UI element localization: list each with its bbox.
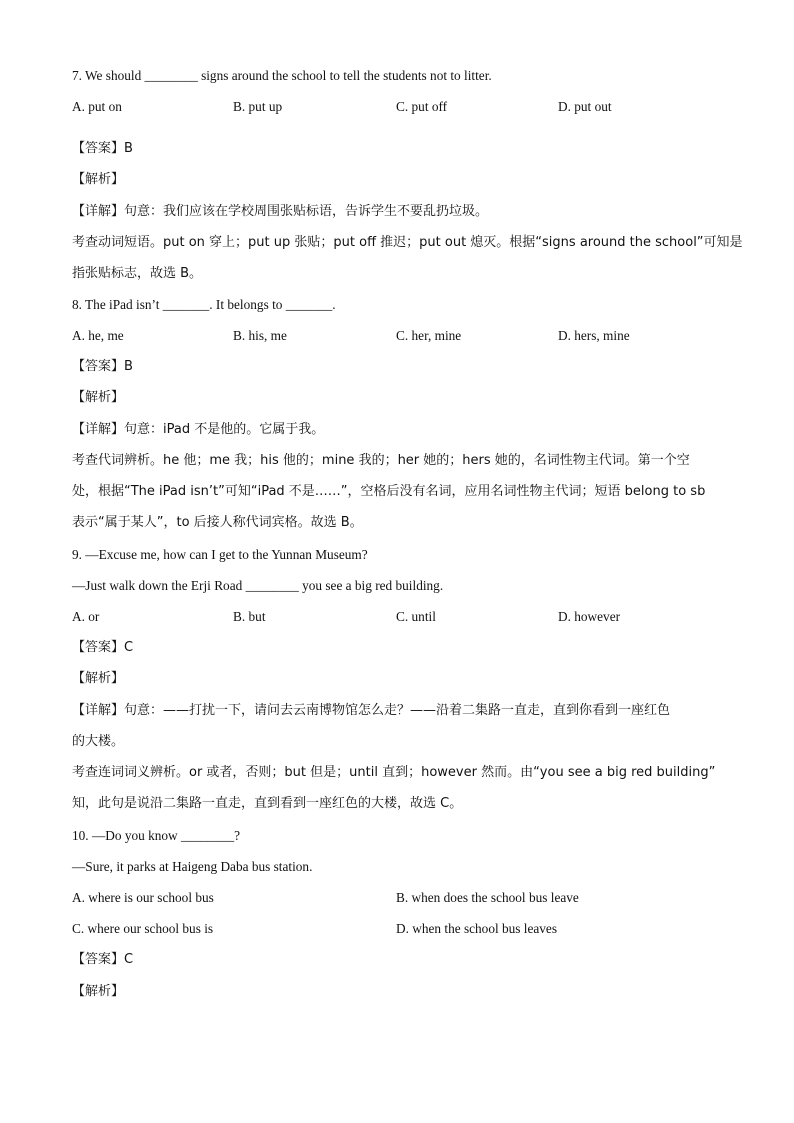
q8-answer: 【答案】B [72,359,133,374]
q8-explain-line-2: 处，根据“The iPad isn’t”可知“iPad 不是……”，空格后没有名词，应用名词性物主代词；短语 belong to sb [72,484,706,499]
q9-detail-line-1: 【详解】句意：——打扰一下，请问去云南博物馆怎么走？——沿着二集路一直走，直到你看到一座红色 [72,703,671,718]
q7-explain-line-2: 指张贴标志，故选 B。 [72,266,203,281]
q8-option-b: B. his, me [233,328,287,343]
q10-stem-line-2: —Sure, it parks at Haigeng Daba bus station. [72,859,313,874]
q10-option-d: D. when the school bus leaves [396,921,558,936]
q8-detail: 【详解】句意：iPad 不是他的。它属于我。 [72,422,325,437]
q7-answer: 【答案】B [72,141,133,156]
q9-stem-line-1: 9. —Excuse me, how can I get to the Yunnan Museum? [72,547,368,562]
q9-explain-line-2: 知，此句是说沿二集路一直走，直到看到一座红色的大楼，故选 C。 [72,796,463,811]
q10-option-c: C. where our school bus is [72,921,214,936]
q7-option-d: D. put out [558,99,612,114]
q7-option-c: C. put off [396,99,448,114]
q9-explain-line-1: 考查连词词义辨析。or 或者，否则；but 但是；until 直到；however 然而。由“you see a big red building” [72,765,716,780]
q10-analysis-label: 【解析】 [72,984,125,999]
q8-analysis-label: 【解析】 [72,390,125,405]
q9-option-b: B. but [233,609,266,624]
q9-analysis-label: 【解析】 [72,671,125,686]
q8-explain-line-1: 考查代词辨析。he 他；me 我；his 他的；mine 我的；her 她的；hers 她的，名词性物主代词。第一个空 [72,453,690,468]
q9-option-c: C. until [396,609,436,624]
q10-answer: 【答案】C [72,952,134,967]
q8-option-c: C. her, mine [396,328,462,343]
q10-option-b: B. when does the school bus leave [396,890,579,905]
q9-stem-line-2: —Just walk down the Erji Road ________ you see a big red building. [72,578,444,593]
q7-stem: 7. We should ________ signs around the school to tell the students not to litter. [72,68,492,83]
q9-option-a: A. or [72,609,100,624]
q7-option-b: B. put up [233,99,283,114]
q8-option-a: A. he, me [72,328,124,343]
q8-explain-line-3: 表示“属于某人”，to 后接人称代词宾格。故选 B。 [72,515,363,530]
q7-option-a: A. put on [72,99,122,114]
q10-option-a: A. where is our school bus [72,890,214,905]
q10-stem-line-1: 10. —Do you know ________? [72,828,241,843]
q9-detail-line-2: 的大楼。 [72,734,125,749]
q8-option-d: D. hers, mine [558,328,630,343]
q7-detail: 【详解】句意：我们应该在学校周围张贴标语，告诉学生不要乱扔垃圾。 [72,204,489,219]
q9-option-d: D. however [558,609,621,624]
q7-analysis-label: 【解析】 [72,172,125,187]
q9-answer: 【答案】C [72,640,134,655]
q7-explain-line-1: 考查动词短语。put on 穿上；put up 张贴；put off 推迟；put out 熄灭。根据“signs around the school”可知是 [72,235,743,250]
q8-stem: 8. The iPad isn’t _______. It belongs to _______. [72,297,336,312]
